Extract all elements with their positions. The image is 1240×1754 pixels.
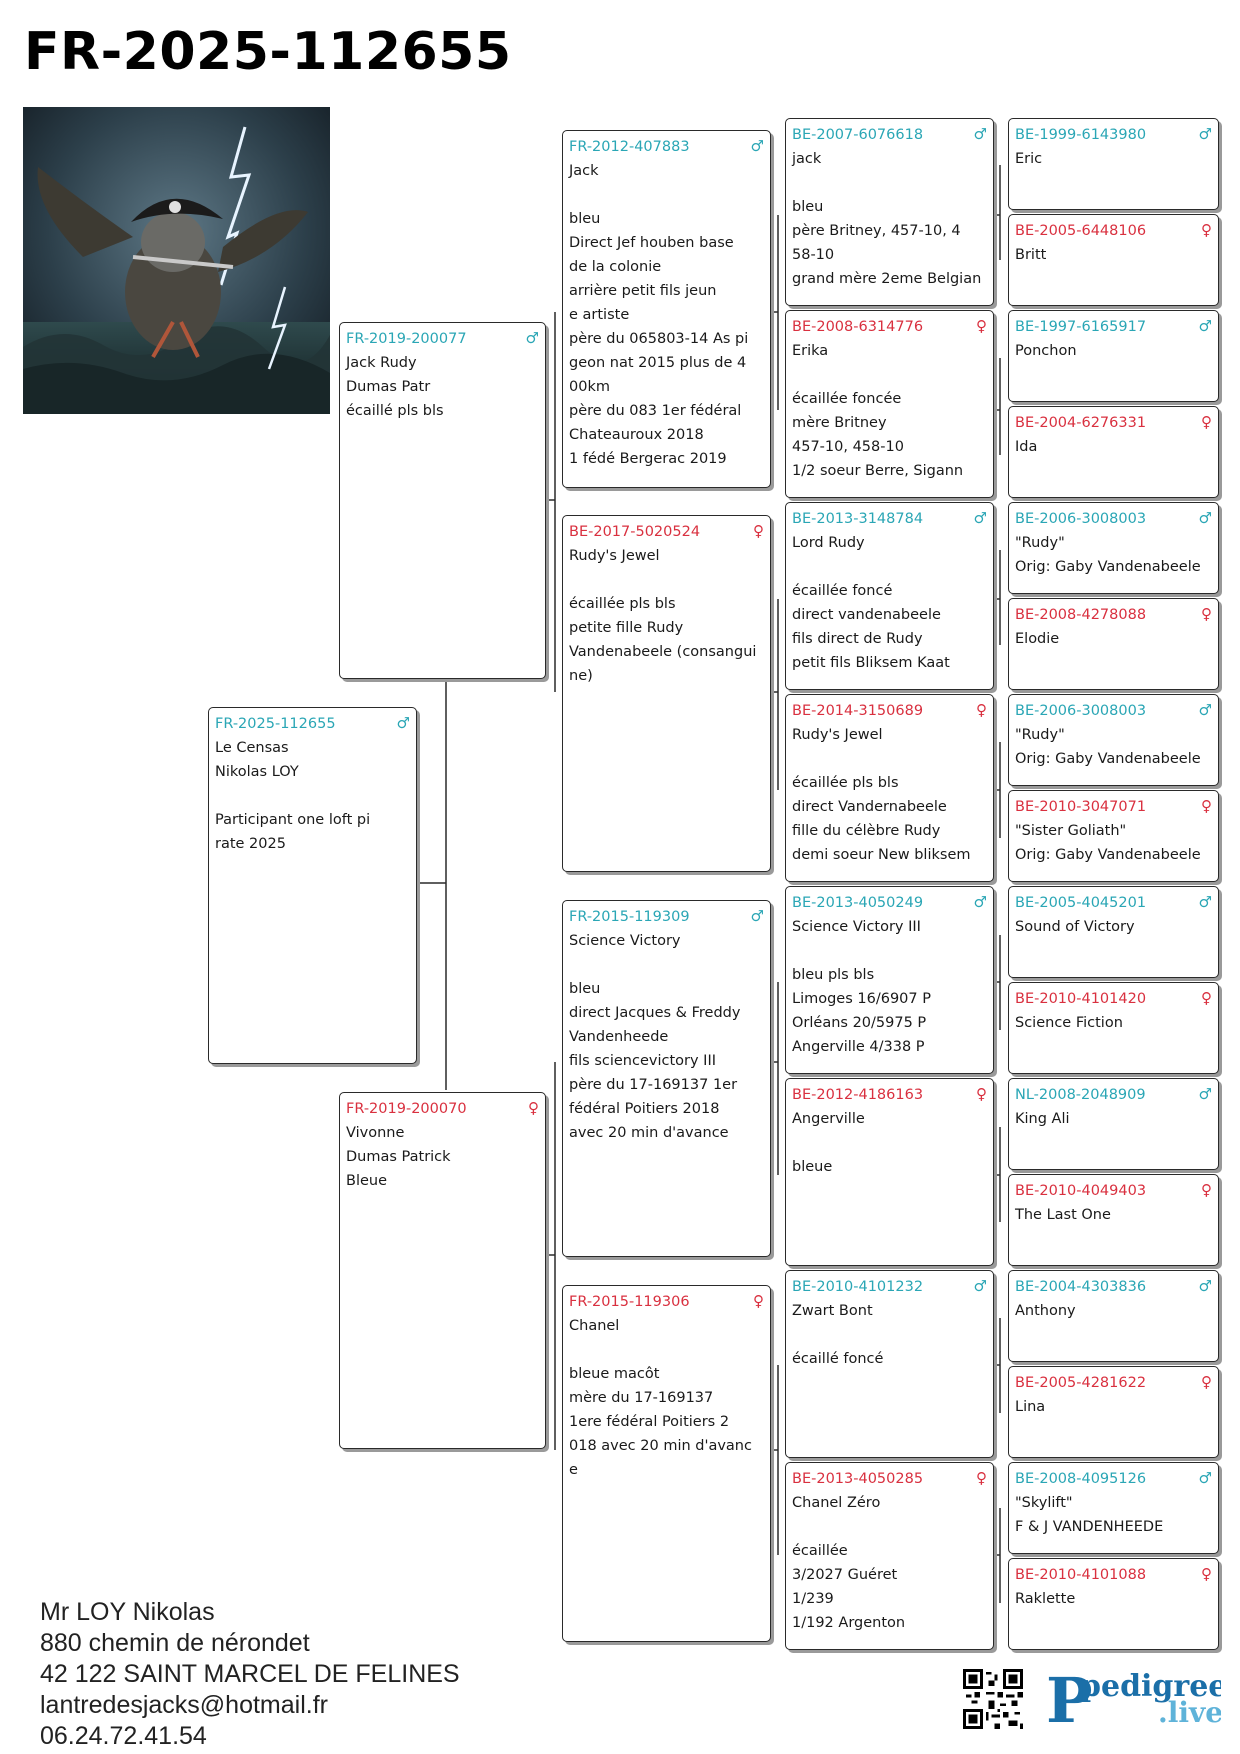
card-line: écaillée pls bls bbox=[569, 596, 676, 612]
card-line: e artiste bbox=[569, 307, 630, 323]
gg-grandparent-card[interactable] bbox=[1008, 1558, 1219, 1650]
card-line: écaillée foncée bbox=[792, 391, 902, 407]
sex-symbol: ♀ bbox=[1201, 1565, 1212, 1583]
card-line: bleu bbox=[569, 211, 601, 227]
card-line: Rudy's Jewel bbox=[792, 727, 883, 743]
card-line: Elodie bbox=[1015, 631, 1060, 647]
sex-symbol: ♂ bbox=[973, 509, 987, 527]
great-grandparent-card[interactable] bbox=[785, 118, 994, 306]
card-line: Jack bbox=[569, 163, 599, 179]
sex-symbol: ♂ bbox=[396, 714, 410, 732]
great-grandparent-card[interactable] bbox=[785, 502, 994, 690]
card-line: 018 avec 20 min d'avanc bbox=[569, 1438, 752, 1454]
card-line: Raklette bbox=[1015, 1591, 1076, 1607]
card-line: grand mère 2eme Belgian bbox=[792, 271, 982, 287]
card-line: "Sister Goliath" bbox=[1015, 823, 1127, 839]
sex-symbol: ♂ bbox=[1198, 1277, 1212, 1295]
card-line: petit fils Bliksem Kaat bbox=[792, 655, 950, 671]
card-line: Orléans 20/5975 P bbox=[792, 1015, 927, 1031]
sire-card[interactable] bbox=[339, 322, 546, 679]
ring-number: BE-2017-5020524 bbox=[569, 524, 701, 540]
owner-email[interactable]: lantredesjacks@hotmail.fr bbox=[40, 1691, 328, 1719]
card-line: fédéral Poitiers 2018 bbox=[569, 1101, 720, 1117]
gg-grandparent-card[interactable] bbox=[1008, 214, 1219, 306]
grandparent-card[interactable] bbox=[562, 130, 771, 488]
ring-number: BE-2012-4186163 bbox=[792, 1087, 924, 1103]
gg-grandparent-card[interactable] bbox=[1008, 982, 1219, 1074]
gg-grandparent-card[interactable] bbox=[1008, 790, 1219, 882]
card-line: Limoges 16/6907 P bbox=[792, 991, 931, 1007]
great-grandparent-card[interactable] bbox=[785, 694, 994, 882]
card-line: fille du célèbre Rudy bbox=[792, 823, 941, 839]
card-line: 1/192 Argenton bbox=[792, 1615, 906, 1631]
ring-number: BE-2010-4101232 bbox=[792, 1279, 924, 1295]
ring-number: BE-2005-6448106 bbox=[1015, 223, 1147, 239]
great-grandparent-card[interactable] bbox=[785, 1462, 994, 1650]
sex-symbol: ♂ bbox=[973, 125, 987, 143]
card-line: jack bbox=[792, 151, 822, 167]
sex-symbol: ♀ bbox=[1201, 1181, 1212, 1199]
gg-grandparent-card[interactable] bbox=[1008, 118, 1219, 210]
ring-number: BE-2005-4281622 bbox=[1015, 1375, 1147, 1391]
sex-symbol: ♀ bbox=[1201, 989, 1212, 1007]
card-line: Angerville 4/338 P bbox=[792, 1039, 925, 1055]
card-line: mère du 17-169137 bbox=[569, 1390, 714, 1406]
ring-number: BE-2006-3008003 bbox=[1015, 703, 1147, 719]
ring-number: BE-1999-6143980 bbox=[1015, 127, 1147, 143]
card-line: Participant one loft pi bbox=[215, 812, 371, 828]
card-line: 00km bbox=[569, 379, 610, 395]
sex-symbol: ♂ bbox=[1198, 701, 1212, 719]
gg-grandparent-card[interactable] bbox=[1008, 1078, 1219, 1170]
card-line: arrière petit fils jeun bbox=[569, 283, 717, 299]
card-line: Orig: Gaby Vandenabeele bbox=[1015, 559, 1201, 575]
ring-number: FR-2025-112655 bbox=[215, 716, 336, 732]
sex-symbol: ♀ bbox=[976, 1085, 987, 1103]
card-line: 457-10, 458-10 bbox=[792, 439, 904, 455]
card-line: 58-10 bbox=[792, 247, 835, 263]
card-line: Lina bbox=[1015, 1399, 1046, 1415]
card-line: 1 fédé Bergerac 2019 bbox=[569, 451, 727, 467]
sex-symbol: ♂ bbox=[973, 1277, 987, 1295]
ring-number: FR-2019-200077 bbox=[346, 331, 467, 347]
ring-number: FR-2015-119306 bbox=[569, 1294, 690, 1310]
card-line: Bleue bbox=[346, 1173, 388, 1189]
ring-number: FR-2019-200070 bbox=[346, 1101, 467, 1117]
card-line: Vandenabeele (consangui bbox=[569, 644, 757, 660]
great-grandparent-card[interactable] bbox=[785, 310, 994, 498]
card-line: fils direct de Rudy bbox=[792, 631, 923, 647]
ring-number: BE-2010-4049403 bbox=[1015, 1183, 1147, 1199]
gg-grandparent-card[interactable] bbox=[1008, 1366, 1219, 1458]
gg-grandparent-card[interactable] bbox=[1008, 1270, 1219, 1362]
card-line: Jack Rudy bbox=[346, 355, 417, 371]
sex-symbol: ♂ bbox=[750, 907, 764, 925]
owner-city: 42 122 SAINT MARCEL DE FELINES bbox=[40, 1660, 460, 1688]
sex-symbol: ♀ bbox=[976, 317, 987, 335]
card-line: Science Victory bbox=[569, 933, 681, 949]
card-line: Angerville bbox=[792, 1111, 865, 1127]
card-line: Ponchon bbox=[1015, 343, 1077, 359]
card-line: 1ere fédéral Poitiers 2 bbox=[569, 1414, 730, 1430]
dam-card[interactable] bbox=[339, 1092, 546, 1449]
card-line: Direct Jef houben base bbox=[569, 235, 734, 251]
owner-contact bbox=[40, 1597, 460, 1752]
ring-number: BE-1997-6165917 bbox=[1015, 319, 1147, 335]
card-line: Eric bbox=[1015, 151, 1043, 167]
grandparent-card[interactable] bbox=[562, 900, 771, 1257]
card-line: bleue macôt bbox=[569, 1366, 660, 1382]
great-grandparent-card[interactable] bbox=[785, 886, 994, 1074]
sex-symbol: ♂ bbox=[1198, 125, 1212, 143]
card-line: "Rudy" bbox=[1015, 727, 1065, 743]
sex-symbol: ♀ bbox=[1201, 413, 1212, 431]
card-line: F & J VANDENHEEDE bbox=[1015, 1519, 1164, 1535]
owner-name: Mr LOY Nikolas bbox=[40, 1598, 215, 1626]
gg-grandparent-card[interactable] bbox=[1008, 598, 1219, 690]
ring-number: BE-2010-3047071 bbox=[1015, 799, 1147, 815]
card-line: direct vandenabeele bbox=[792, 607, 941, 623]
card-line: ne) bbox=[569, 668, 593, 684]
card-line: Lord Rudy bbox=[792, 535, 865, 551]
card-line: bleu bbox=[569, 981, 601, 997]
card-line: demi soeur New bliksem bbox=[792, 847, 971, 863]
great-grandparent-card[interactable] bbox=[785, 1270, 994, 1458]
ring-number: NL-2008-2048909 bbox=[1015, 1087, 1146, 1103]
ring-number: BE-2014-3150689 bbox=[792, 703, 924, 719]
card-line: e bbox=[569, 1462, 578, 1478]
gg-grandparent-card[interactable] bbox=[1008, 502, 1219, 594]
gg-grandparent-card[interactable] bbox=[1008, 406, 1219, 498]
card-line: Britt bbox=[1015, 247, 1047, 263]
card-line: Nikolas LOY bbox=[215, 764, 299, 780]
card-line: Anthony bbox=[1015, 1303, 1076, 1319]
card-line: mère Britney bbox=[792, 415, 887, 431]
sex-symbol: ♀ bbox=[1201, 797, 1212, 815]
ring-number: BE-2013-4050249 bbox=[792, 895, 924, 911]
card-line: Sound of Victory bbox=[1015, 919, 1135, 935]
card-line: écaillé pls bls bbox=[346, 403, 444, 419]
card-line: écaillée bbox=[792, 1543, 848, 1559]
gg-grandparent-card[interactable] bbox=[1008, 310, 1219, 402]
card-line: Rudy's Jewel bbox=[569, 548, 660, 564]
logo-word: pedigree bbox=[1080, 1669, 1221, 1704]
card-line: Chateauroux 2018 bbox=[569, 427, 704, 443]
card-line: rate 2025 bbox=[215, 836, 286, 852]
ring-number: BE-2010-4101088 bbox=[1015, 1567, 1147, 1583]
ring-number: BE-2010-4101420 bbox=[1015, 991, 1147, 1007]
card-line: direct Vandernabeele bbox=[792, 799, 947, 815]
card-line: King Ali bbox=[1015, 1111, 1070, 1127]
card-line: Orig: Gaby Vandenabeele bbox=[1015, 751, 1201, 767]
qr-code-icon[interactable] bbox=[963, 1669, 1023, 1729]
card-line: 1/2 soeur Berre, Sigann bbox=[792, 463, 964, 479]
card-line: père Britney, 457-10, 4 bbox=[792, 223, 961, 239]
sex-symbol: ♂ bbox=[1198, 317, 1212, 335]
ring-number: BE-2013-3148784 bbox=[792, 511, 924, 527]
sex-symbol: ♂ bbox=[750, 137, 764, 155]
card-line: direct Jacques & Freddy bbox=[569, 1005, 741, 1021]
ring-number: BE-2005-4045201 bbox=[1015, 895, 1147, 911]
ring-number: FR-2015-119309 bbox=[569, 909, 690, 925]
card-line: Dumas Patrick bbox=[346, 1149, 451, 1165]
card-line: père du 065803-14 As pi bbox=[569, 331, 749, 347]
ring-number: BE-2004-4303836 bbox=[1015, 1279, 1147, 1295]
owner-street: 880 chemin de nérondet bbox=[40, 1629, 310, 1657]
card-line: Science Fiction bbox=[1015, 1015, 1123, 1031]
card-line: petite fille Rudy bbox=[569, 620, 684, 636]
gg-grandparent-card[interactable] bbox=[1008, 1174, 1219, 1266]
owner-phone[interactable]: 06.24.72.41.54 bbox=[40, 1722, 207, 1750]
card-line: bleu bbox=[792, 199, 824, 215]
sex-symbol: ♀ bbox=[1201, 1373, 1212, 1391]
ring-number: BE-2004-6276331 bbox=[1015, 415, 1147, 431]
card-line: bleu pls bls bbox=[792, 967, 875, 983]
card-line: "Skylift" bbox=[1015, 1495, 1073, 1511]
card-line: bleue bbox=[792, 1159, 833, 1175]
card-line: Orig: Gaby Vandenabeele bbox=[1015, 847, 1201, 863]
card-line: "Rudy" bbox=[1015, 535, 1065, 551]
card-line: écaillée foncé bbox=[792, 583, 893, 599]
card-line: Dumas Patr bbox=[346, 379, 431, 395]
card-line: Vandenheede bbox=[569, 1029, 669, 1045]
grandparent-card[interactable] bbox=[562, 515, 771, 872]
card-line: Le Censas bbox=[215, 740, 289, 756]
sex-symbol: ♂ bbox=[525, 329, 539, 347]
great-grandparent-card[interactable] bbox=[785, 1078, 994, 1266]
sex-symbol: ♂ bbox=[1198, 893, 1212, 911]
ring-number: BE-2008-6314776 bbox=[792, 319, 924, 335]
card-line: Zwart Bont bbox=[792, 1303, 873, 1319]
sex-symbol: ♀ bbox=[976, 701, 987, 719]
card-line: 1/239 bbox=[792, 1591, 834, 1607]
sex-symbol: ♀ bbox=[528, 1099, 539, 1117]
sex-symbol: ♀ bbox=[1201, 605, 1212, 623]
card-line: écaillée pls bls bbox=[792, 775, 899, 791]
ring-number: BE-2013-4050285 bbox=[792, 1471, 924, 1487]
card-line: geon nat 2015 plus de 4 bbox=[569, 355, 747, 371]
gg-grandparent-card[interactable] bbox=[1008, 886, 1219, 978]
sex-symbol: ♀ bbox=[976, 1469, 987, 1487]
logo-initial: P bbox=[1046, 1664, 1093, 1730]
gg-grandparent-card[interactable] bbox=[1008, 694, 1219, 786]
pedigree-live-logo[interactable] bbox=[1046, 1664, 1221, 1734]
sex-symbol: ♀ bbox=[753, 1292, 764, 1310]
card-line: Vivonne bbox=[346, 1125, 405, 1141]
card-line: père du 17-169137 1er bbox=[569, 1077, 738, 1093]
sex-symbol: ♂ bbox=[1198, 1085, 1212, 1103]
card-line: écaillé foncé bbox=[792, 1351, 884, 1367]
ring-number: BE-2006-3008003 bbox=[1015, 511, 1147, 527]
card-line: The Last One bbox=[1015, 1207, 1111, 1223]
sex-symbol: ♂ bbox=[973, 893, 987, 911]
card-line: avec 20 min d'avance bbox=[569, 1125, 729, 1141]
ring-number: FR-2012-407883 bbox=[569, 139, 690, 155]
logo-suffix: .live bbox=[1158, 1696, 1221, 1729]
card-line: Chanel bbox=[569, 1318, 620, 1334]
subject-card[interactable] bbox=[208, 707, 417, 1064]
card-line: de la colonie bbox=[569, 259, 662, 275]
page-title: FR-2025-112655 bbox=[24, 22, 512, 82]
card-line: Science Victory III bbox=[792, 919, 921, 935]
gg-grandparent-card[interactable] bbox=[1008, 1462, 1219, 1554]
card-line: Chanel Zéro bbox=[792, 1495, 881, 1511]
ring-number: BE-2008-4095126 bbox=[1015, 1471, 1147, 1487]
card-line: Erika bbox=[792, 343, 829, 359]
card-line: fils sciencevictory III bbox=[569, 1053, 717, 1069]
card-line: père du 083 1er fédéral bbox=[569, 403, 742, 419]
ring-number: BE-2008-4278088 bbox=[1015, 607, 1147, 623]
sex-symbol: ♂ bbox=[1198, 1469, 1212, 1487]
sex-symbol: ♂ bbox=[1198, 509, 1212, 527]
card-line: 3/2027 Guéret bbox=[792, 1567, 898, 1583]
card-line: Ida bbox=[1015, 439, 1038, 455]
ring-number: BE-2007-6076618 bbox=[792, 127, 924, 143]
sex-symbol: ♀ bbox=[1201, 221, 1212, 239]
sex-symbol: ♀ bbox=[753, 522, 764, 540]
grandparent-card[interactable] bbox=[562, 1285, 771, 1642]
